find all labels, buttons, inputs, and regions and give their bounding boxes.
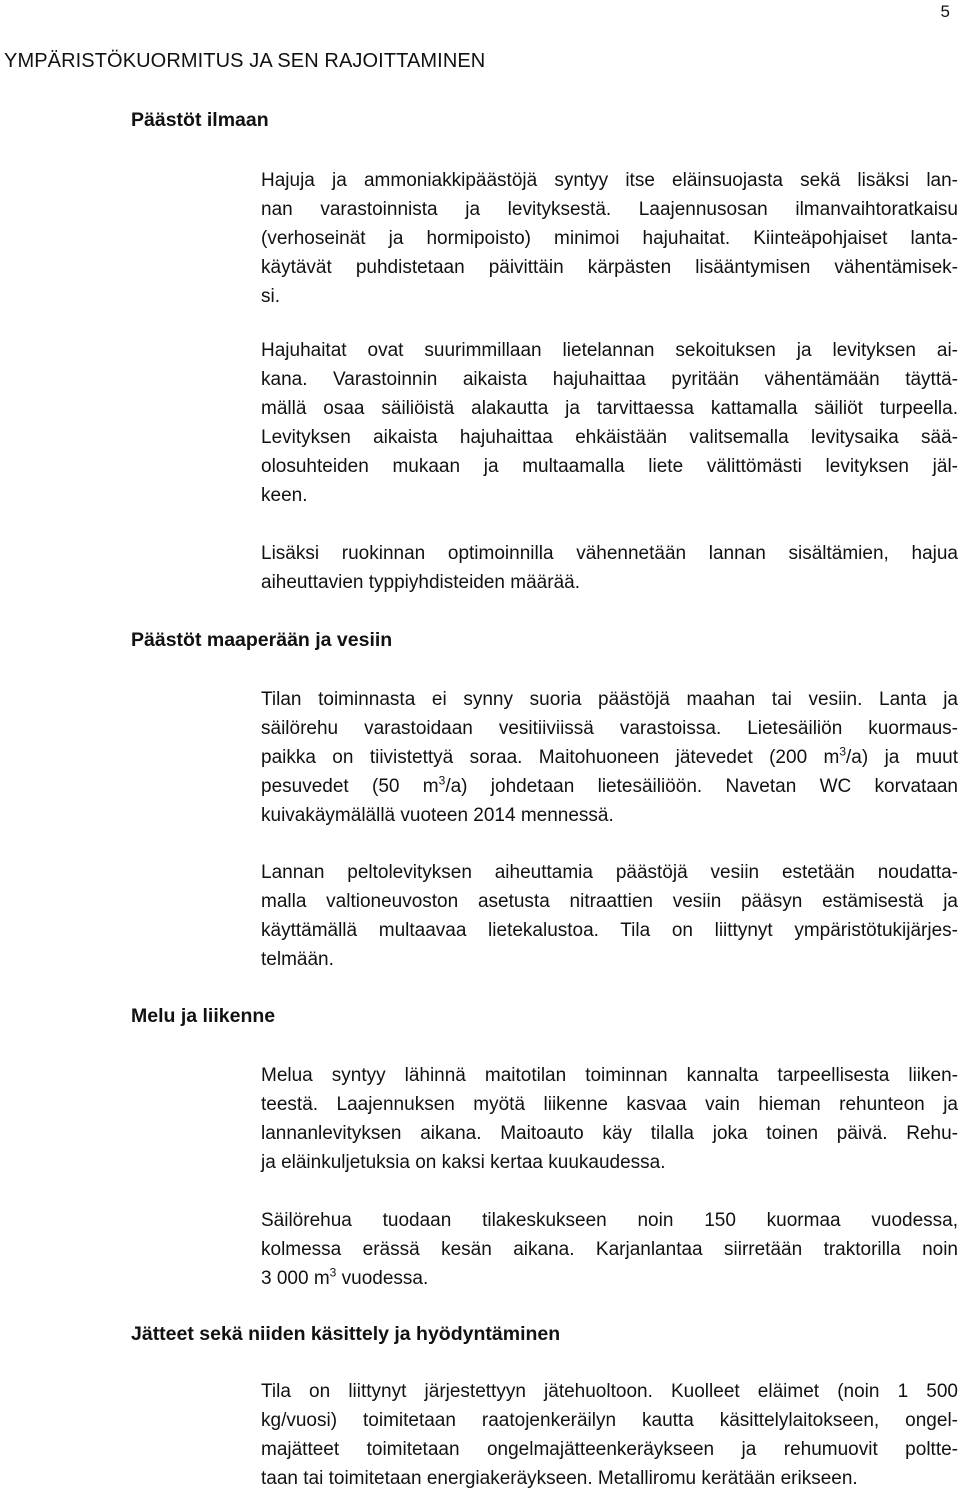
text-line: malla valtioneuvoston asetusta nitraattien vesiin pääsyn estämisestä ja <box>261 891 958 912</box>
text-line: kolmessa erässä kesän aikana. Karjanlantaa siirretään traktorilla noin <box>261 1239 958 1260</box>
page-title: YMPÄRISTÖKUORMITUS JA SEN RAJOITTAMINEN <box>4 50 486 72</box>
text-line: käyttämällä multaavaa lietekalustoa. Tila on liittynyt ympäristötukijärjes- <box>261 920 958 941</box>
text-line: kana. Varastoinnin aikaista hajuhaittaa pyritään vähentämään täyttä- <box>261 369 958 390</box>
text-line: kg/vuosi) toimitetaan raatojenkeräilyn kautta käsittelylaitokseen, ongel- <box>261 1410 958 1431</box>
text-line: Hajuhaitat ovat suurimmillaan lietelannan sekoituksen ja levityksen ai- <box>261 340 958 361</box>
text-line: 3 000 $m^3$ vuodessa. <box>261 1265 429 1289</box>
text-line: aiheuttavien typpiyhdisteiden määrää. <box>261 572 580 593</box>
text-line: Tila on liittynyt järjestettyyn jätehuoltoon. Kuolleet eläimet (noin 1 500 <box>261 1381 958 1402</box>
text-line: paikka on tiivistettyä soraa. Maitohuoneen jätevedet (200 $m^3/a$) ja muut <box>261 744 958 768</box>
paragraph-air-1 <box>261 166 958 311</box>
text-line: (verhoseinät ja hormipoisto) minimoi hajuhaitat. Kiinteäpohjaiset lanta- <box>261 228 958 249</box>
paragraph-air-2 <box>261 336 958 510</box>
text-line: keen. <box>261 485 308 506</box>
text-line: ja eläinkuljetuksia on kaksi kertaa kuukaudessa. <box>261 1152 666 1173</box>
paragraph-waste-1 <box>261 1377 958 1493</box>
text-line: taan tai toimitetaan energiakeräykseen. Metalliromu kerätään erikseen. <box>261 1468 858 1489</box>
text-line: mällä osaa säiliöistä alakautta ja tarvittaessa kattamalla säiliöt turpeella. <box>261 398 958 419</box>
text-line: käytävät puhdistetaan päivittäin kärpästen lisääntymisen vähentämisek- <box>261 257 958 278</box>
section-heading-noise: Melu ja liikenne <box>131 1005 276 1027</box>
text-line: lannanlevityksen aikana. Maitoauto käy tilalla joka toinen päivä. Rehu- <box>261 1123 958 1144</box>
text-line: säilörehu varastoidaan vesitiiviissä varastoissa. Lietesäiliön kuormaus- <box>261 718 958 739</box>
paragraph-noise-1 <box>261 1061 958 1177</box>
paragraph-noise-2 <box>261 1206 958 1293</box>
section-heading-waste: Jätteet sekä niiden käsittely ja hyödyntäminen <box>131 1323 561 1345</box>
section-heading-soil: Päästöt maaperään ja vesiin <box>131 629 393 651</box>
text-line: Säilörehua tuodaan tilakeskukseen noin 150 kuormaa vuodessa, <box>261 1210 958 1231</box>
text-line: majätteet toimitetaan ongelmajätteenkeräykseen ja rehumuovit poltte- <box>261 1439 958 1460</box>
text-line: Levityksen aikaista hajuhaittaa ehkäistään valitsemalla levitysaika sää- <box>261 427 958 448</box>
text-line: Lisäksi ruokinnan optimoinnilla vähennetään lannan sisältämien, hajua <box>261 543 958 564</box>
superscript: 3 <box>839 744 847 759</box>
text-line: Hajuja ja ammoniakkipäästöjä syntyy itse eläinsuojasta sekä lisäksi lan- <box>261 170 958 191</box>
text-line: Lannan peltolevityksen aiheuttamia päästöjä vesiin estetään noudatta- <box>261 862 958 883</box>
text-line: kuivakäymälällä vuoteen 2014 mennessä. <box>261 805 614 826</box>
paragraph-soil-2 <box>261 858 958 974</box>
text-line: si. <box>261 286 280 307</box>
text-line: Tilan toiminnasta ei synny suoria päästöjä maahan tai vesiin. Lanta ja <box>261 689 958 710</box>
text-line: Melua syntyy lähinnä maitotilan toiminnan kannalta tarpeellisesta liiken- <box>261 1065 958 1086</box>
section-heading-air: Päästöt ilmaan <box>131 109 269 131</box>
paragraph-soil-1 <box>261 685 958 830</box>
text-line: teestä. Laajennuksen myötä liikenne kasvaa vain hieman rehunteon ja <box>261 1094 958 1115</box>
superscript: 3 <box>329 1265 337 1280</box>
text-line: pesuvedet (50 $m^3/a$) johdetaan lietesäiliöön. Navetan WC korvataan <box>261 773 958 797</box>
text-line: telmään. <box>261 949 334 970</box>
text-line: olosuhteiden mukaan ja multaamalla liete välittömästi levityksen jäl- <box>261 456 958 477</box>
page-number: 5 <box>940 2 950 21</box>
text-line: nan varastoinnista ja levityksestä. Laajennusosan ilmanvaihtoratkaisu <box>261 199 958 220</box>
paragraph-air-3 <box>261 539 958 597</box>
superscript: 3 <box>438 773 446 788</box>
